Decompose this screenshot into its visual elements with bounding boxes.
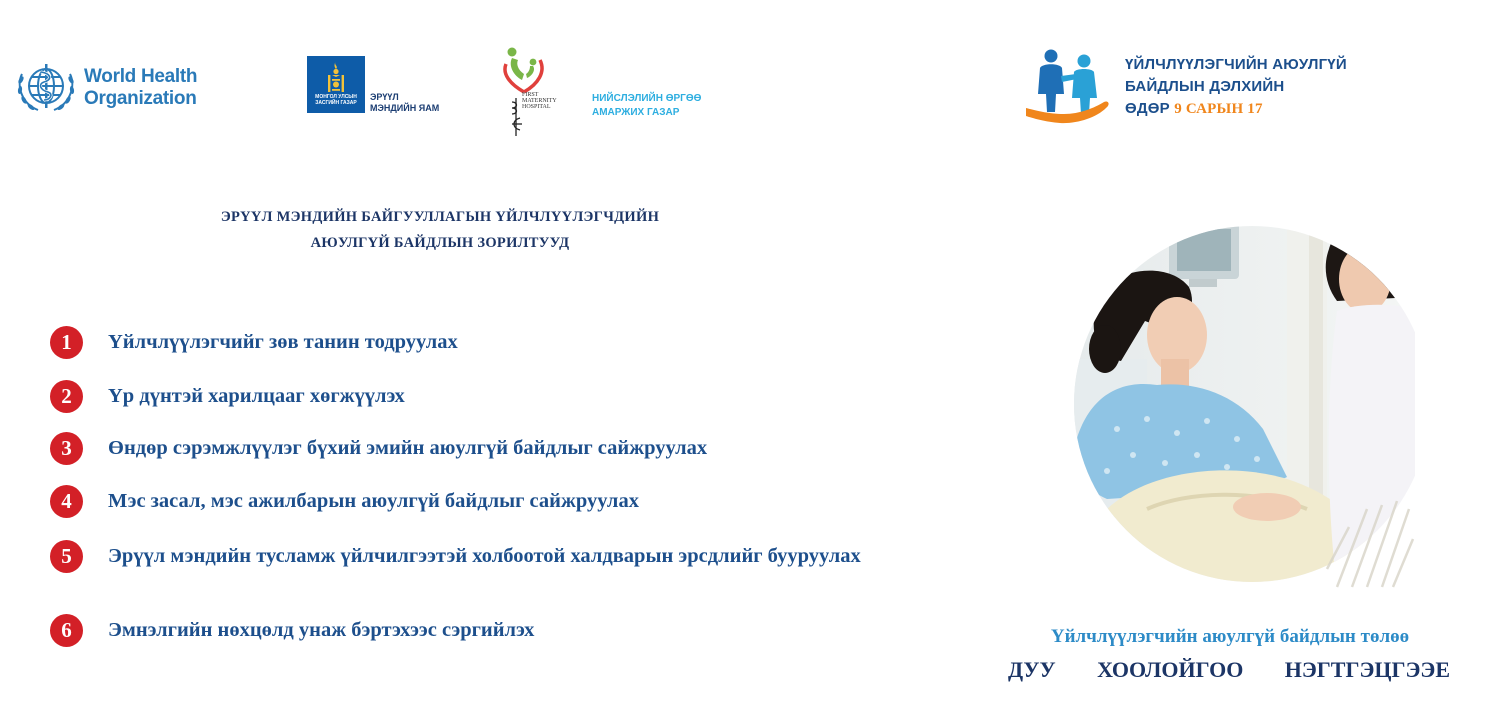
page-heading [150, 204, 730, 256]
patient-safety-day-logo [1024, 46, 1424, 126]
who-logo [14, 58, 214, 118]
goal-text: Эмнэлгийн нөхцөлд унаж бэртэхээс сэргийлэх [108, 619, 535, 641]
goal-number-badge: 4 [50, 485, 83, 518]
day-title-line2: БАЙДЛЫН ДЭЛХИЙН [1125, 78, 1285, 95]
government-emblem-box [307, 56, 365, 113]
page-heading-line1: ЭРҮҮЛ МЭНДИЙН БАЙГУУЛЛАГЫН ҮЙЛЧЛҮҮЛЭГЧДИЙН [220, 209, 660, 225]
slogan-word: НЭГТГЭЦГЭЭЕ [1284, 657, 1450, 682]
goal-text: Мэс засал, мэс ажилбарын аюулгүй байдлыг сайжруулах [108, 490, 639, 512]
slogan-line2 [1008, 655, 1450, 685]
page-heading-line2: АЮУЛГҮЙ БАЙДЛЫН ЗОРИЛТУУД [310, 235, 570, 251]
who-emblem-icon [14, 60, 78, 116]
slogan-line1: Үйлчлүүлэгчийн аюулгүй байдлын төлөө [1050, 626, 1410, 647]
hospital-english-line1: FIRST [522, 92, 539, 98]
goal-number-badge: 1 [50, 326, 83, 359]
hospital-english-line2: MATERNITY [522, 98, 557, 104]
hospital-name-line2: АМАРЖИХ ГАЗАР [592, 107, 680, 118]
goal-text: Өндөр сэрэмжлүүлэг бүхий эмийн аюулгүй байдлыг сайжруулах [108, 437, 708, 459]
patient-nurse-photo [1037, 209, 1415, 589]
patient-nurse-illustration [1037, 209, 1415, 589]
goal-number-badge: 6 [50, 614, 83, 647]
maternity-hospital-logo [500, 44, 720, 140]
goal-text: Эрүүл мэндийн тусламж үйлчилгээтэй холбоотой халдварын эрсдлийг бууруулах [108, 545, 861, 567]
hospital-english-line3: HOSPITAL [522, 104, 551, 110]
who-name-line2: Organization [84, 88, 197, 109]
goal-number-badge: 2 [50, 380, 83, 413]
goal-text: Үйлчлүүлэгчийг зөв танин тодруулах [108, 331, 458, 353]
goal-number-badge: 5 [50, 540, 83, 573]
goal-number-badge: 3 [50, 432, 83, 465]
hospital-name-line1: НИЙСЛЭЛИЙН ӨРГӨӨ [592, 93, 702, 104]
slogan-word: ДУУ [1008, 657, 1056, 682]
goal-text: Үр дүнтэй харилцааг хөгжүүлэх [108, 385, 405, 407]
ministry-name-line1: ЭРҮҮЛ [370, 92, 399, 102]
ministry-name-line2: МЭНДИЙН ЯАМ [370, 103, 440, 113]
soyombo-icon [307, 58, 365, 94]
ministry-of-health-logo [307, 56, 467, 120]
day-title-line1: ҮЙЛЧЛҮҮЛЭГЧИЙН АЮУЛГҮЙ [1125, 56, 1347, 73]
government-line1: МОНГОЛ УЛСЫН [315, 94, 357, 100]
day-title-line3 [1125, 100, 1263, 118]
day-label: ӨДӨР [1125, 100, 1170, 117]
government-line2: ЗАСГИЙН ГАЗАР [315, 100, 357, 106]
who-name-line1: World Health [84, 66, 198, 87]
caring-people-hand-icon [1024, 46, 1114, 126]
slogan-word: ХООЛОЙГОО [1097, 657, 1244, 682]
day-date: 9 САРЫН 17 [1174, 101, 1263, 117]
